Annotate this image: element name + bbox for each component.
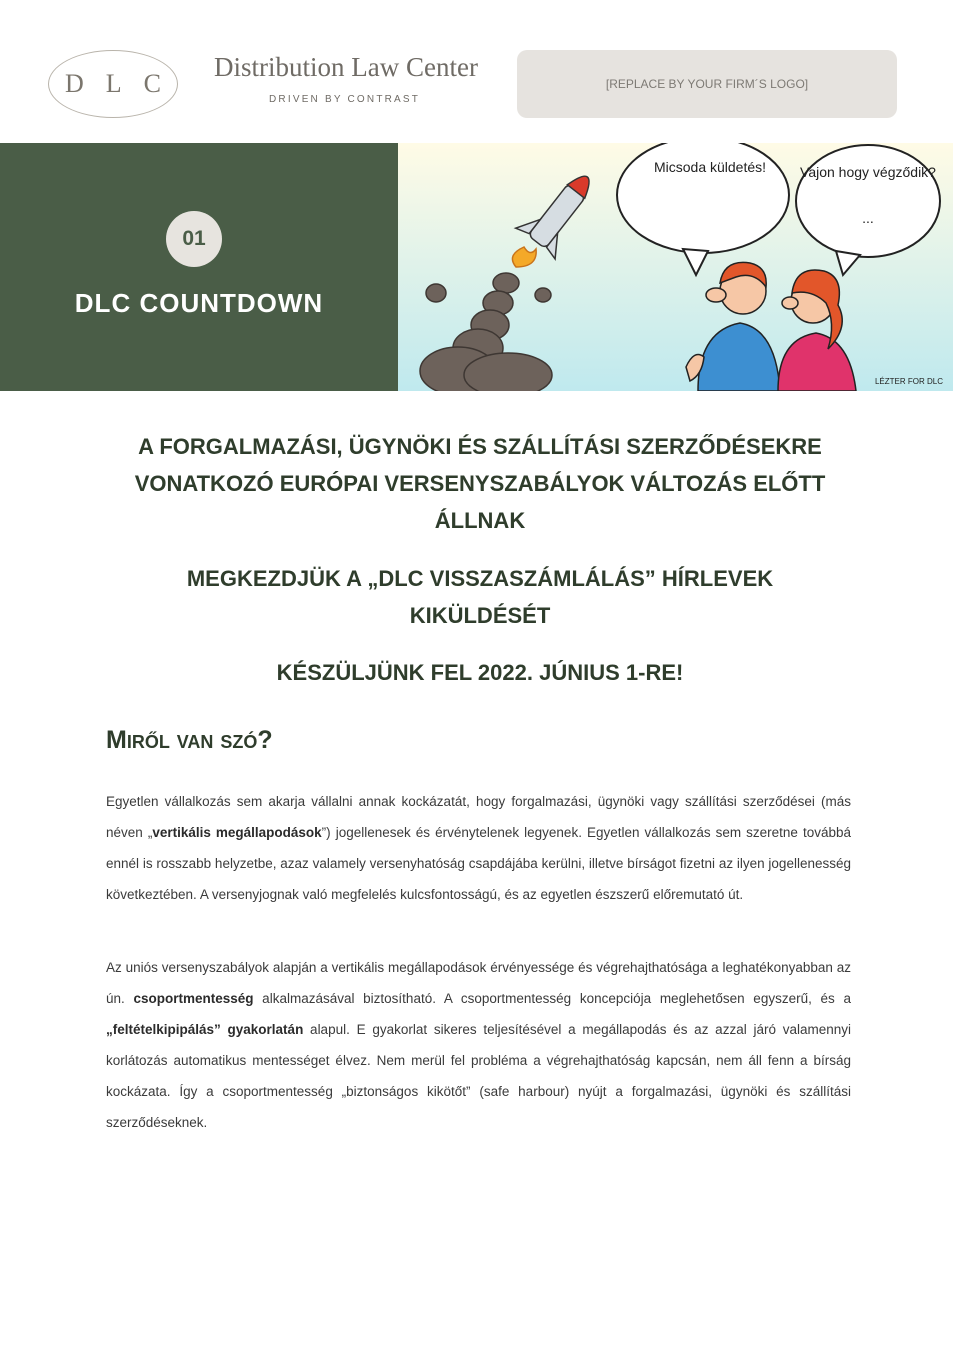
dlc-logo: DLC bbox=[48, 50, 178, 118]
bubble-right-text: Vajon hogy végződik? bbox=[800, 164, 936, 180]
main-heading-line: VONATKOZÓ EURÓPAI VERSENYSZABÁLYOK VÁLTOZÁS ELŐTT bbox=[134, 471, 826, 496]
body-paragraph-2 bbox=[106, 952, 851, 1138]
rocket-cartoon bbox=[398, 143, 953, 391]
text-run: ”) jogellenesek és érvénytelenek legyenek. Egyetlen vállalkozás sem szeretne továbbá ennél is rosszabb helyzetbe, azaz valamely versenyhatóság csapdájába kerülni, illetve bírságot fizetni az ilyen jogellenesség következtében. A versenyjognak való megfelelés kulcsfontosságú, és az egyetlen észszerű előremutató út. bbox=[106, 825, 851, 902]
text-run: Egyetlen vállalkozás sem akarja vállalni annak kockázatát, hogy forgalmazási, ügynöki vagy szállítási szerződései (más néven „ bbox=[106, 794, 851, 840]
artist-credit: LÉZTER FOR DLC bbox=[874, 377, 943, 386]
cartoon-illustration bbox=[398, 143, 953, 391]
sub-heading-line: MEGKEZDJÜK A „DLC VISSZASZÁMLÁLÁS” HÍRLEVEK bbox=[186, 566, 774, 591]
firm-logo-placeholder bbox=[517, 50, 897, 118]
date-heading: KÉSZÜLJÜNK FEL 2022. JÚNIUS 1-RE! bbox=[276, 660, 684, 685]
text-run: Az uniós versenyszabályok alapján a vertikális megállapodások érvényessége és végrehajthatósága a leghatékonyabban az ún. bbox=[106, 960, 851, 1006]
brand-tagline: DRIVEN BY CONTRAST bbox=[269, 94, 421, 105]
main-heading-line: ÁLLNAK bbox=[434, 508, 526, 533]
main-heading bbox=[90, 428, 870, 539]
sub-heading-line: KIKÜLDÉSÉT bbox=[409, 603, 551, 628]
countdown-panel bbox=[0, 143, 398, 391]
bubble-left-text: Micsoda küldetés! bbox=[653, 159, 767, 175]
bubble-right-tail: ... bbox=[862, 210, 874, 226]
body-paragraph-1 bbox=[106, 786, 851, 910]
brand-name: Distribution Law Center bbox=[214, 52, 478, 82]
main-heading-line: A FORGALMAZÁSI, ÜGYNÖKI ÉS SZÁLLÍTÁSI SZERZŐDÉSEKRE bbox=[138, 434, 822, 459]
bold-term: „feltételkipipálás” gyakorlatán bbox=[106, 1022, 304, 1037]
section-title: Miről van szó? bbox=[106, 726, 273, 754]
issue-number-badge: 01 bbox=[166, 211, 222, 267]
bold-term: vertikális megállapodások bbox=[152, 825, 322, 840]
text-run: alkalmazásával biztosítható. A csoportmentesség koncepciója meglehetősen egyszerű, és a bbox=[253, 991, 851, 1006]
series-title: DLC COUNTDOWN bbox=[74, 288, 324, 318]
sub-heading bbox=[140, 560, 820, 634]
firm-logo-text: [REPLACE BY YOUR FIRM´S LOGO] bbox=[605, 77, 809, 91]
text-run: alapul. E gyakorlat sikeres teljesítésével a megállapodás és az azzal járó valamennyi korlátozás automatikus mentességet élvez. Nem merül fel probléma a végrehajthatóság kapcsán, nem áll fenn a bírság kockázata. Így a csoportmentesség „biztonságos kikötőt” (safe harbour) nyújt a forgalmazási, ügynöki és szállítási szerződéseknek. bbox=[106, 1022, 851, 1130]
bold-term: csoportmentesség bbox=[133, 991, 254, 1006]
